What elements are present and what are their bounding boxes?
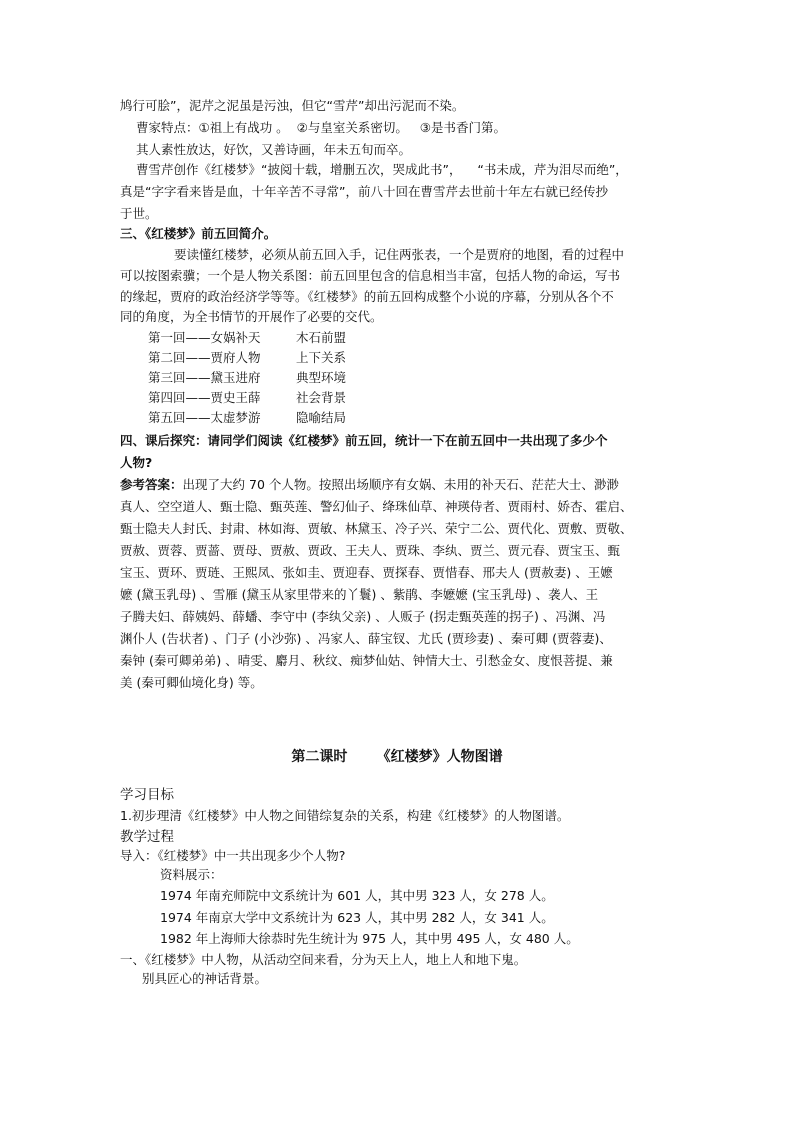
section-heading: 四、课后探究：请同学们阅读《红楼梦》前五回，统计一下在前五回中一共出现了多少个 — [120, 433, 608, 448]
paragraph-line: 要读懂红楼梦，必须从前五回入手，记住两张表，一个是贾府的地图，看的过程中 — [174, 247, 625, 262]
chapter-name: 第五回——太虚梦游 — [148, 410, 261, 425]
answer-line: 甄士隐夫人封氏、封肃、林如海、贾敏、林黛玉、冷子兴、荣宁二公、贾代化、贾敷、贾敬、 — [120, 521, 633, 536]
stat-line: 1982 年上海师大徐恭时先生统计为 975 人，其中男 495 人，女 480 人。 — [160, 931, 579, 946]
chapter-name: 第四回——贾史王薛 — [148, 390, 261, 405]
chapter-name: 第二回——贾府人物 — [148, 350, 261, 365]
paragraph-line: 同的角度，为全书情节的开展作了必要的交代。 — [120, 309, 383, 324]
answer-line: 秦钟 (秦可卿弟弟) 、晴雯、麝月、秋纹、痴梦仙姑、钟情大士、引愁金女、度恨菩提、兼 — [120, 653, 613, 668]
chapter-name: 第一回——女娲补天 — [148, 330, 261, 345]
answer-line: 参考答案：出现了大约 70 个人物。按照出场顺序有女娲、未用的补天石、茫茫大士、渺渺 — [120, 477, 619, 492]
answer-line: 渊仆人 (告状者) 、门子 (小沙弥) 、冯家人、薛宝钗、尤氏 (贾珍妻) 、秦可卿 (贾蓉妻)、 — [120, 631, 612, 646]
chapter-theme: 木石前盟 — [296, 330, 347, 345]
text-line: 鸠行可脍”，泥芹之泥虽是污浊，但它“雪芹”却出污泥而不染。 — [120, 98, 465, 113]
part-subline: 别具匠心的神话背景。 — [142, 971, 268, 986]
answer-line: 美 (秦可卿仙境化身) 等。 — [120, 675, 263, 690]
chapter-theme: 典型环境 — [296, 370, 347, 385]
answer-line: 嬷 (黛玉乳母) 、雪雁 (黛玉从家里带来的丫鬟) 、紫鹃、李嬷嬷 (宝玉乳母) 、袭人、王 — [120, 587, 599, 602]
answer-line: 子腾夫妇、薛姨妈、薛蟠、李守中 (李纨父亲) 、人贩子 (拐走甄英莲的拐子) 、冯渊、冯 — [120, 609, 606, 624]
goals-heading: 学习目标 — [120, 787, 174, 803]
paragraph-line: 的缘起，贾府的政治经济学等等。《红楼梦》的前五回构成整个小说的序幕，分别从各个不 — [120, 289, 614, 304]
chapter-theme: 上下关系 — [296, 350, 347, 365]
intro-line: 导入：《红楼梦》中一共出现多少个人物? — [120, 848, 346, 863]
chapter-theme: 隐喻结局 — [296, 410, 347, 425]
chapter-row — [148, 410, 346, 426]
chapter-theme: 社会背景 — [296, 390, 347, 405]
stat-line: 1974 年南京大学中文系统计为 623 人，其中男 282 人，女 341 人。 — [160, 910, 554, 925]
chapter-row — [148, 390, 346, 406]
materials-label: 资料展示： — [160, 867, 223, 882]
text-line: 真是“字字看来皆是血，十年辛苦不寻常”，前八十回在曹雪芹去世前十年左右就已经传抄 — [120, 184, 608, 199]
section-heading: 人物? — [120, 455, 153, 470]
paragraph-line: 可以按图索骥；一个是人物关系图：前五回里包含的信息相当丰富，包括人物的命运，写书 — [120, 268, 621, 283]
answer-line: 宝玉、贾环、贾琏、王熙凤、张如圭、贾迎春、贾探春、贾惜春、邢夫人 (贾赦妻) 、王嬷 — [120, 565, 613, 580]
chapter-row — [148, 350, 346, 366]
lesson-title: 第二课时 《红楼梦》人物图谱 — [291, 749, 503, 765]
goal-item: 1.初步理清《红楼梦》中人物之间错综复杂的关系，构建《红楼梦》的人物图谱。 — [120, 808, 570, 823]
answer-label: 参考答案： — [120, 477, 183, 492]
chapter-row — [148, 330, 346, 346]
answer-line: 真人、空空道人、甄士隐、甄英莲、警幻仙子、绛珠仙草、神瑛侍者、贾雨村、娇杏、霍启、 — [120, 499, 633, 514]
text-line: 曹家特点：①祖上有战功 。 ②与皇室关系密切。 ③是书香门第。 — [136, 120, 506, 135]
stat-line: 1974 年南充师院中文系统计为 601 人，其中男 323 人，女 278 人。 — [160, 888, 554, 903]
chapter-row — [148, 370, 346, 386]
text-line: 其人素性放达，好饮，又善诗画，年未五旬而卒。 — [136, 142, 412, 157]
section-heading: 三、《红楼梦》前五回简介。 — [120, 226, 277, 241]
part-heading: 一、《红楼梦》中人物，从活动空间来看，分为天上人，地上人和地下鬼。 — [120, 952, 527, 967]
text-line: 曹雪芹创作《红楼梦》“披阅十载，增删五次，哭成此书”， “书未成，芹为泪尽而绝”， — [136, 162, 628, 177]
process-heading: 教学过程 — [120, 829, 174, 845]
chapter-name: 第三回——黛玉进府 — [148, 370, 261, 385]
text-line: 于世。 — [120, 206, 158, 221]
answer-line: 贾赦、贾蓉、贾蔷、贾母、贾赦、贾政、王夫人、贾珠、李纨、贾兰、贾元春、贾宝玉、甄 — [120, 543, 621, 558]
